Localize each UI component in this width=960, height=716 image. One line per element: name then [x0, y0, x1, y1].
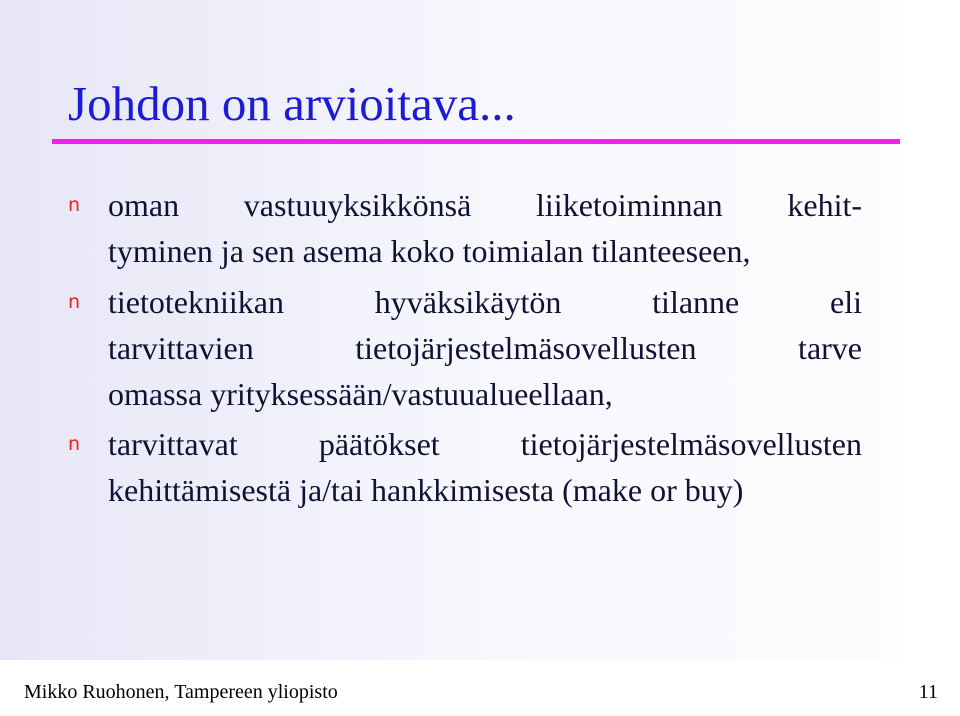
bullet-line: omassa yrityksessään/vastuualueellaan, — [108, 376, 613, 412]
bullet-line: tyminen ja sen asema koko toimialan tilanteeseen, — [108, 233, 751, 269]
slide-title: Johdon on arvioitava... — [68, 76, 516, 131]
bullet-item-2 — [68, 279, 862, 417]
bullet-line: kehittämisestä ja/tai hankkimisesta (make or buy) — [108, 472, 744, 508]
bullet-item-3 — [68, 421, 862, 513]
bullet-line: tietotekniikan hyväksikäytön tilanne eli — [108, 284, 862, 320]
footer-author: Mikko Ruohonen, Tampereen yliopisto — [24, 681, 338, 703]
bullet-marker-icon: n — [68, 291, 81, 313]
bullet-line: tarvittavien tietojärjestelmäsovellusten tarve — [108, 330, 862, 366]
bullet-line: tarvittavat päätökset tietojärjestelmäsovellusten — [108, 426, 862, 462]
page-number: 11 — [918, 681, 938, 703]
bullet-item-1 — [68, 182, 862, 274]
bullet-marker-icon: n — [68, 433, 81, 455]
bullet-line: oman vastuuyksikkönsä liiketoiminnan kehit- — [108, 187, 862, 223]
bullet-marker-icon: n — [68, 194, 81, 216]
